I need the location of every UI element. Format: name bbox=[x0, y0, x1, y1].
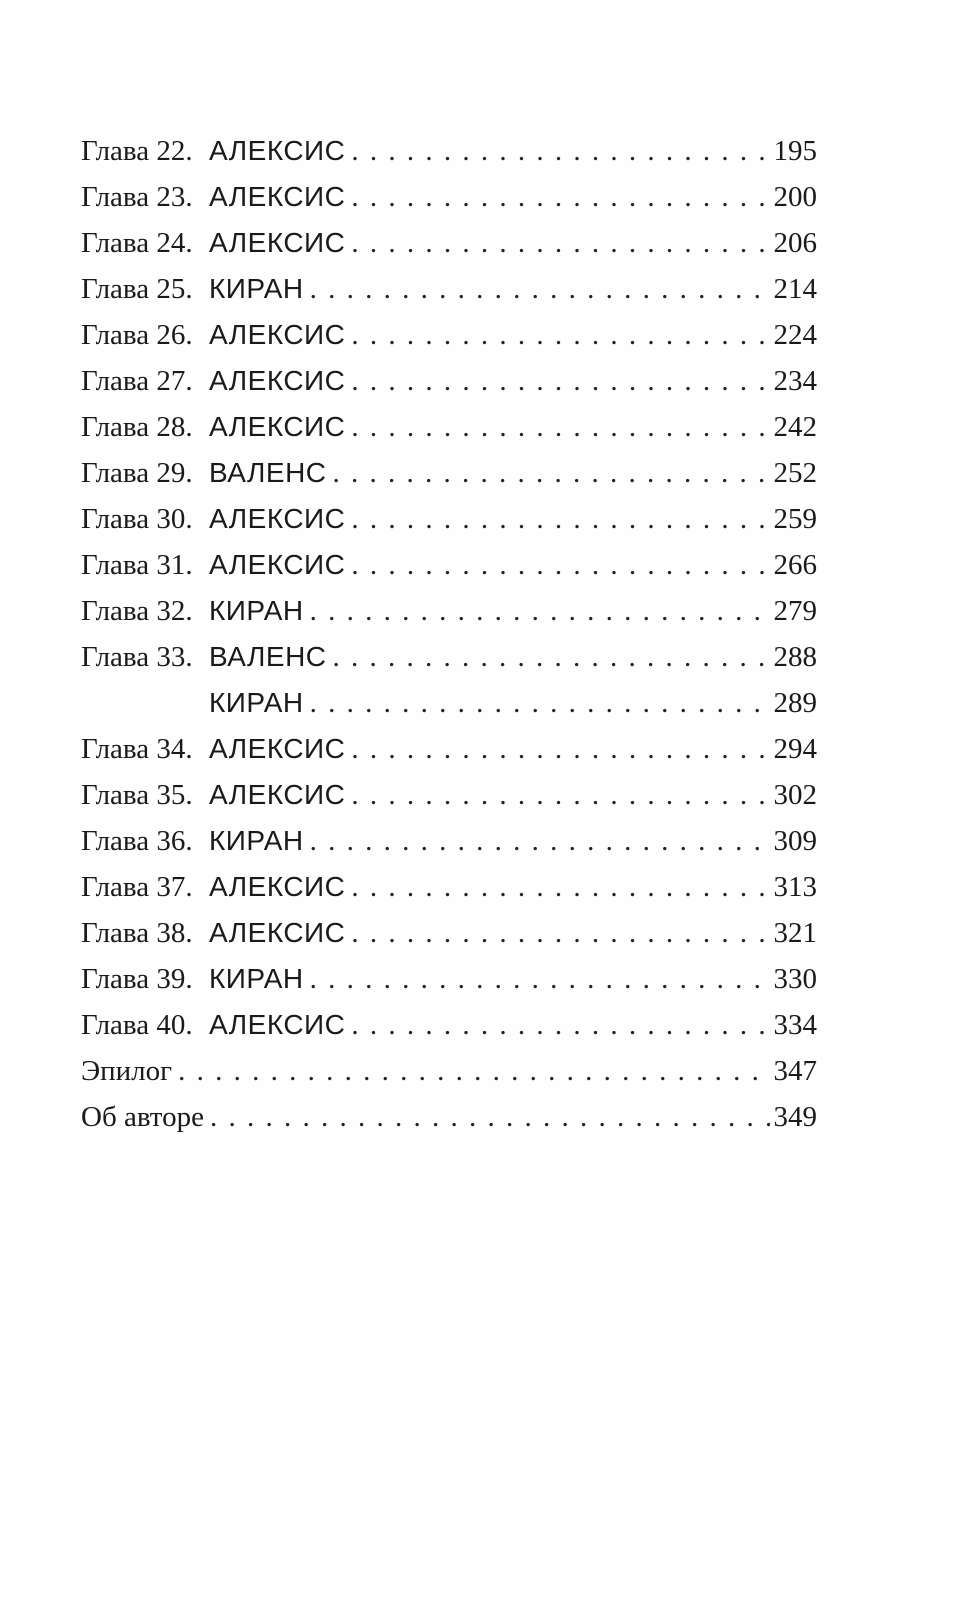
dot-leader bbox=[310, 266, 770, 312]
dot-leader bbox=[351, 358, 769, 404]
section-title: Об авторе bbox=[81, 1101, 204, 1133]
chapter-number: Глава 26. bbox=[81, 319, 193, 351]
chapter-number: Глава 40. bbox=[81, 1009, 193, 1041]
page-number: 288 bbox=[773, 641, 817, 673]
dot-leader bbox=[351, 404, 769, 450]
page-number: 334 bbox=[773, 1009, 817, 1041]
page-number: 294 bbox=[773, 733, 817, 765]
page-number: 302 bbox=[773, 779, 817, 811]
page-number: 234 bbox=[773, 365, 817, 397]
chapter-title: АЛЕКСИС bbox=[209, 503, 346, 534]
chapter-title: АЛЕКСИС bbox=[209, 549, 346, 580]
toc-entry[interactable] bbox=[81, 818, 817, 864]
dot-leader bbox=[178, 1048, 769, 1094]
chapter-number: Глава 36. bbox=[81, 825, 193, 857]
toc-entry[interactable] bbox=[81, 542, 817, 588]
dot-leader bbox=[351, 864, 769, 910]
chapter-number: Глава 23. bbox=[81, 181, 193, 213]
chapter-number: Глава 37. bbox=[81, 871, 193, 903]
chapter-title: АЛЕКСИС bbox=[209, 135, 346, 166]
chapter-number: Глава 34. bbox=[81, 733, 193, 765]
toc-entry[interactable] bbox=[81, 772, 817, 818]
chapter-number: Глава 38. bbox=[81, 917, 193, 949]
page-number: 200 bbox=[773, 181, 817, 213]
toc-entry[interactable] bbox=[81, 128, 817, 174]
page-number: 347 bbox=[773, 1055, 817, 1087]
dot-leader bbox=[351, 496, 769, 542]
chapter-number: Глава 31. bbox=[81, 549, 193, 581]
chapter-number: Глава 29. bbox=[81, 457, 193, 489]
toc-entry[interactable] bbox=[81, 450, 817, 496]
page-number: 195 bbox=[773, 135, 817, 167]
toc-entry[interactable] bbox=[81, 956, 817, 1002]
dot-leader bbox=[351, 220, 769, 266]
toc-entry-about-author[interactable] bbox=[81, 1094, 817, 1140]
toc-entry[interactable] bbox=[81, 496, 817, 542]
toc-entry[interactable] bbox=[81, 358, 817, 404]
page-number: 309 bbox=[773, 825, 817, 857]
page-number: 279 bbox=[773, 595, 817, 627]
toc-entry[interactable] bbox=[81, 726, 817, 772]
toc-entry[interactable] bbox=[81, 910, 817, 956]
chapter-title: АЛЕКСИС bbox=[209, 365, 346, 396]
chapter-number: Глава 28. bbox=[81, 411, 193, 443]
toc-entry[interactable] bbox=[81, 1002, 817, 1048]
chapter-title: АЛЕКСИС bbox=[209, 319, 346, 350]
toc-entry[interactable] bbox=[81, 220, 817, 266]
page-number: 206 bbox=[773, 227, 817, 259]
chapter-title: АЛЕКСИС bbox=[209, 917, 346, 948]
chapter-number: Глава 22. bbox=[81, 135, 193, 167]
page-number: 224 bbox=[773, 319, 817, 351]
dot-leader bbox=[351, 910, 769, 956]
page-number: 349 bbox=[773, 1101, 817, 1133]
dot-leader bbox=[310, 680, 770, 726]
toc-entry-epilogue[interactable] bbox=[81, 1048, 817, 1094]
page-number: 266 bbox=[773, 549, 817, 581]
chapter-number: Глава 27. bbox=[81, 365, 193, 397]
chapter-number: Глава 24. bbox=[81, 227, 193, 259]
chapter-title: КИРАН bbox=[209, 825, 304, 856]
chapter-title: АЛЕКСИС bbox=[209, 779, 346, 810]
page-number: 321 bbox=[773, 917, 817, 949]
page-number: 330 bbox=[773, 963, 817, 995]
table-of-contents bbox=[81, 128, 817, 1140]
chapter-number: Глава 32. bbox=[81, 595, 193, 627]
chapter-title: ВАЛЕНС bbox=[209, 641, 327, 672]
dot-leader bbox=[351, 174, 769, 220]
dot-leader bbox=[333, 450, 770, 496]
chapter-title: КИРАН bbox=[209, 595, 304, 626]
toc-entry[interactable] bbox=[81, 266, 817, 312]
chapter-title: АЛЕКСИС bbox=[209, 733, 346, 764]
page-number: 259 bbox=[773, 503, 817, 535]
page-number: 242 bbox=[773, 411, 817, 443]
dot-leader bbox=[351, 1002, 769, 1048]
chapter-title: ВАЛЕНС bbox=[209, 457, 327, 488]
section-title: Эпилог bbox=[81, 1055, 173, 1087]
toc-entry[interactable] bbox=[81, 404, 817, 450]
chapter-number: Глава 33. bbox=[81, 641, 193, 673]
chapter-title: КИРАН bbox=[209, 963, 304, 994]
page-number: 214 bbox=[773, 273, 817, 305]
dot-leader bbox=[310, 818, 770, 864]
chapter-title: АЛЕКСИС bbox=[209, 871, 346, 902]
toc-entry[interactable] bbox=[81, 588, 817, 634]
toc-entry[interactable] bbox=[81, 312, 817, 358]
chapter-number: Глава 39. bbox=[81, 963, 193, 995]
dot-leader bbox=[310, 588, 770, 634]
toc-entry[interactable] bbox=[81, 634, 817, 680]
dot-leader bbox=[351, 312, 769, 358]
page-number: 313 bbox=[773, 871, 817, 903]
dot-leader bbox=[310, 956, 770, 1002]
dot-leader bbox=[333, 634, 770, 680]
chapter-title: КИРАН bbox=[209, 273, 304, 304]
toc-entry[interactable] bbox=[81, 680, 817, 726]
dot-leader bbox=[351, 542, 769, 588]
chapter-title: АЛЕКСИС bbox=[209, 1009, 346, 1040]
chapter-title: АЛЕКСИС bbox=[209, 411, 346, 442]
chapter-number: Глава 30. bbox=[81, 503, 193, 535]
toc-entry[interactable] bbox=[81, 174, 817, 220]
chapter-title: КИРАН bbox=[209, 687, 304, 718]
toc-entry[interactable] bbox=[81, 864, 817, 910]
dot-leader bbox=[210, 1094, 770, 1140]
chapter-title: АЛЕКСИС bbox=[209, 227, 346, 258]
dot-leader bbox=[351, 128, 769, 174]
chapter-title: АЛЕКСИС bbox=[209, 181, 346, 212]
page-number: 252 bbox=[773, 457, 817, 489]
page-number: 289 bbox=[773, 687, 817, 719]
chapter-number: Глава 25. bbox=[81, 273, 193, 305]
chapter-number: Глава 35. bbox=[81, 779, 193, 811]
dot-leader bbox=[351, 772, 769, 818]
dot-leader bbox=[351, 726, 769, 772]
